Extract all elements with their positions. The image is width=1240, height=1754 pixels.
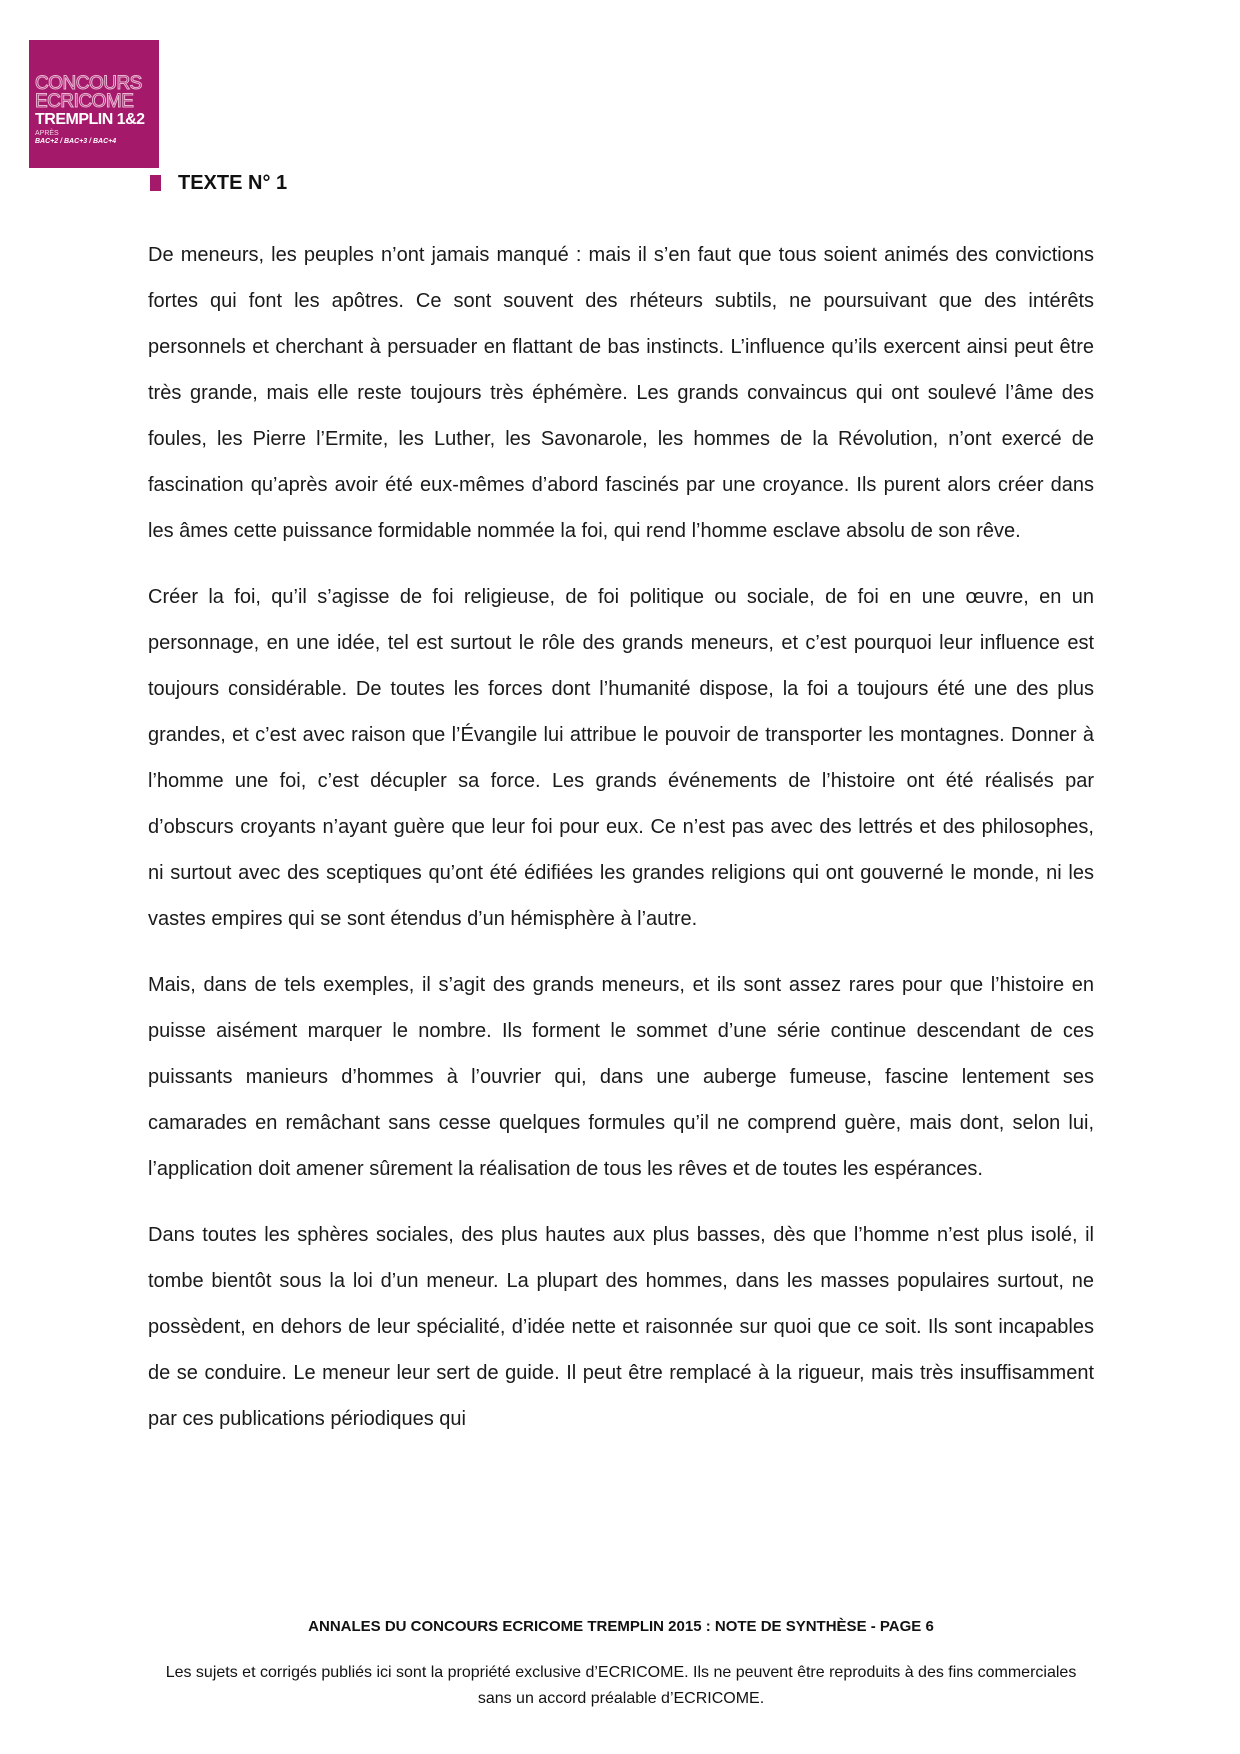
ecricome-logo [29,40,159,168]
logo-line-concours: CONCOURS [35,73,142,94]
logo-line-tremplin: TREMPLIN 1&2 [35,111,145,128]
logo-line-apres: APRÈS [35,130,59,137]
section-title: TEXTE N° 1 [178,172,288,194]
footer-note: Les sujets et corrigés publiés ici sont la propriété exclusive d’ECRICOME. Ils ne peuvent être reproduits à des fins commerciales sans un accord préalable d’ECRICOME. [165,1664,1077,1707]
paragraph-1: De meneurs, les peuples n’ont jamais manqué : mais il s’en faut que tous soient animés des convictions fortes qui font les apôtres. Ce sont souvent des rhéteurs subtils, ne poursuivant que des intérêts personnels et cherchant à persuader en flattant de bas instincts. L’influence qu’ils exercent ainsi peut être très grande, mais elle reste toujours très éphémère. Les grands convaincus qui ont soulevé l’âme des foules, les Pierre l’Ermite, les Luther, les Savonarole, les hommes de la Révolution, n’ont exercé de fascination qu’après avoir été eux-mêmes d’abord fascinés par une croyance. Ils purent alors créer dans les âmes cette puissance formidable nommée la foi, qui rend l’homme esclave absolu de son rêve. [148,244,1094,542]
footer-title: ANNALES DU CONCOURS ECRICOME TREMPLIN 2015 : NOTE DE SYNTHÈSE - PAGE 6 [308,1618,934,1635]
paragraph-3: Mais, dans de tels exemples, il s’agit des grands meneurs, et ils sont assez rares pour que l’histoire en puisse aisément marquer le nombre. Ils forment le sommet d’une série continue descendant de ces puissants manieurs d’hommes à l’ouvrier qui, dans une auberge fumeuse, fascine lentement ses camarades en remâchant sans cesse quelques formules qu’il ne comprend guère, mais dont, selon lui, l’application doit amener sûrement la réalisation de tous les rêves et de toutes les espérances. [148,974,1094,1180]
logo-line-ecricome: ECRICOME [35,91,134,112]
paragraph-2: Créer la foi, qu’il s’agisse de foi religieuse, de foi politique ou sociale, de foi en une œuvre, en un personnage, en une idée, tel est surtout le rôle des grands meneurs, et c’est pourquoi leur influence est toujours considérable. De toutes les forces dont l’humanité dispose, la foi a toujours été une des plus grandes, et c’est avec raison que l’Évangile lui attribue le pouvoir de transporter les montagnes. Donner à l’homme une foi, c’est décupler sa force. Les grands événements de l’histoire ont été réalisés par d’obscurs croyants n’ayant guère que leur foi pour eux. Ce n’est pas avec des lettrés et des philosophes, ni surtout avec des sceptiques qu’ont été édifiées les grandes religions qui ont gouverné le monde, ni les vastes empires qui se sont étendus d’un hémisphère à l’autre. [148,586,1094,930]
document-body [148,232,1094,1462]
section-marker [150,175,161,191]
logo-line-bac: BAC+2 / BAC+3 / BAC+4 [35,138,117,145]
paragraph-4: Dans toutes les sphères sociales, des plus hautes aux plus basses, dès que l’homme n’est plus isolé, il tombe bientôt sous la loi d’un meneur. La plupart des hommes, dans les masses populaires surtout, ne possèdent, en dehors de leur spécialité, d’idée nette et raisonnée sur quoi que ce soit. Ils sont incapables de se conduire. Le meneur leur sert de guide. Il peut être remplacé à la rigueur, mais très insuffisamment par ces publications périodiques qui [148,1224,1094,1430]
